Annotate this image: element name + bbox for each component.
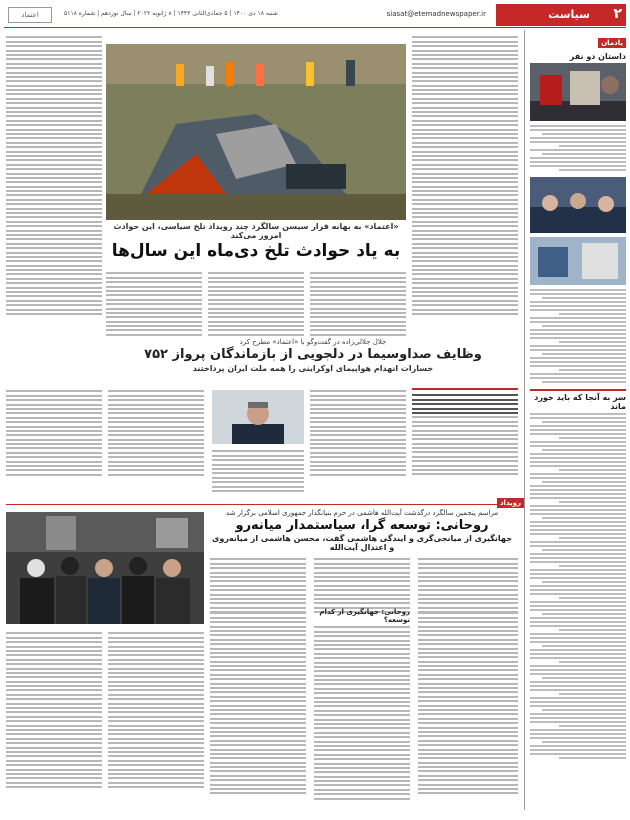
second-story-subhead: خسارات انهدام هواپیمای اوکراینی را همه ملت ایران پرداختند [192, 364, 434, 373]
lower-story-heading [210, 509, 514, 552]
second-story-text-1 [6, 388, 102, 478]
column-photo-2 [530, 177, 626, 233]
feature-kicker: «اعتماد» به بهانه قرار سیسن سالگرد چند رویداد تلخ سیاسی، این حوادث امروز می‌کند [113, 222, 399, 240]
lower-story-tag: رویداد [497, 498, 524, 508]
lower-story-text-4 [6, 630, 102, 790]
column-text-1 [530, 125, 626, 171]
lower-story-text-7 [314, 626, 410, 799]
section-email: siasat@etemadnewspaper.ir [386, 10, 486, 18]
feature-text-bottom-2 [208, 270, 304, 338]
page-number: ۲ [613, 6, 622, 22]
second-story-kicker: جلال جلالی‌زاده در گفت‌وگو با «اعتماد» مطرح کرد [239, 338, 387, 346]
protest-photo-image [530, 63, 626, 121]
studio-photo-image [530, 237, 626, 285]
masthead [4, 4, 626, 26]
ceremony-photo [6, 512, 204, 624]
crash-site-photo [106, 44, 406, 220]
lower-story-subhead: جهانگیری از میانجی‌گری و ایندگی هاشمی گفت، محسن هاشمی از میانه‌روی و اعتدال آیت‌الله [212, 534, 512, 552]
ceremony-image [6, 512, 204, 624]
column-photo-3 [530, 237, 626, 285]
date-line: شنبه ۱۸ دی ۱۴۰۰ | ۵ جمادی‌الثانی ۱۴۴۳ | ۸ ژانویه ۲۰۲۲ | سال نوزدهم | شماره ۵۱۱۸ [64, 10, 278, 17]
lower-story-text-6 [210, 610, 306, 797]
feature-text-bottom-1 [106, 270, 202, 338]
column-second-head: سر به آنجا که باید خورد ماند [530, 389, 626, 411]
masthead-rule [4, 27, 626, 28]
lower-story-text-8 [418, 610, 518, 797]
crash-site-image [106, 44, 406, 220]
second-story-text-3 [212, 448, 304, 494]
feature-headline: به یاد حوادث تلخ دی‌ماه این سال‌ها [111, 241, 401, 261]
lower-story-inline-head: روحانی: جهانگیری از کدام توسعه؟ [319, 608, 410, 624]
right-column [530, 30, 626, 761]
column-text-2 [530, 289, 626, 383]
portrait-image [212, 390, 304, 444]
crowd-photo-image [530, 177, 626, 233]
second-story-text-4 [310, 388, 406, 478]
lower-story-text-3 [418, 556, 518, 615]
lower-story-text-2 [314, 556, 410, 615]
column-tag: یادمان [598, 38, 626, 48]
section-bar [496, 4, 626, 26]
second-story-heading [108, 338, 518, 373]
lower-story-kicker: مراسم پنجمین سالگرد درگذشت آیت‌الله هاشمی در حرم بنیانگذار جمهوری اسلامی برگزار شد [225, 509, 499, 517]
lower-story-column-7 [314, 608, 410, 802]
section-title: سیاست [548, 8, 590, 21]
second-story-headline: وظایف صداوسیما در دلجویی از بازماندگان پرواز ۷۵۲ [144, 347, 482, 362]
feature-heading [106, 222, 406, 262]
column-divider [524, 30, 525, 810]
column-text-3 [530, 413, 626, 759]
lower-story-text-5 [108, 630, 204, 790]
lower-story-text-1 [210, 556, 306, 615]
column-title: داستان دو نفر [569, 52, 626, 61]
feature-text-left [6, 34, 102, 317]
feature-text-right [412, 34, 518, 317]
column-photo-1 [530, 63, 626, 121]
second-story-text-2 [108, 388, 204, 478]
interviewee-photo [212, 390, 304, 444]
newspaper-logo: اعتماد [8, 7, 52, 23]
feature-text-bottom-3 [310, 270, 406, 338]
lower-story-rule [6, 504, 518, 505]
pull-quote [412, 388, 518, 478]
lower-story-headline: روحانی: توسعه گرا، سیاستمدار میانه‌رو [235, 518, 489, 533]
